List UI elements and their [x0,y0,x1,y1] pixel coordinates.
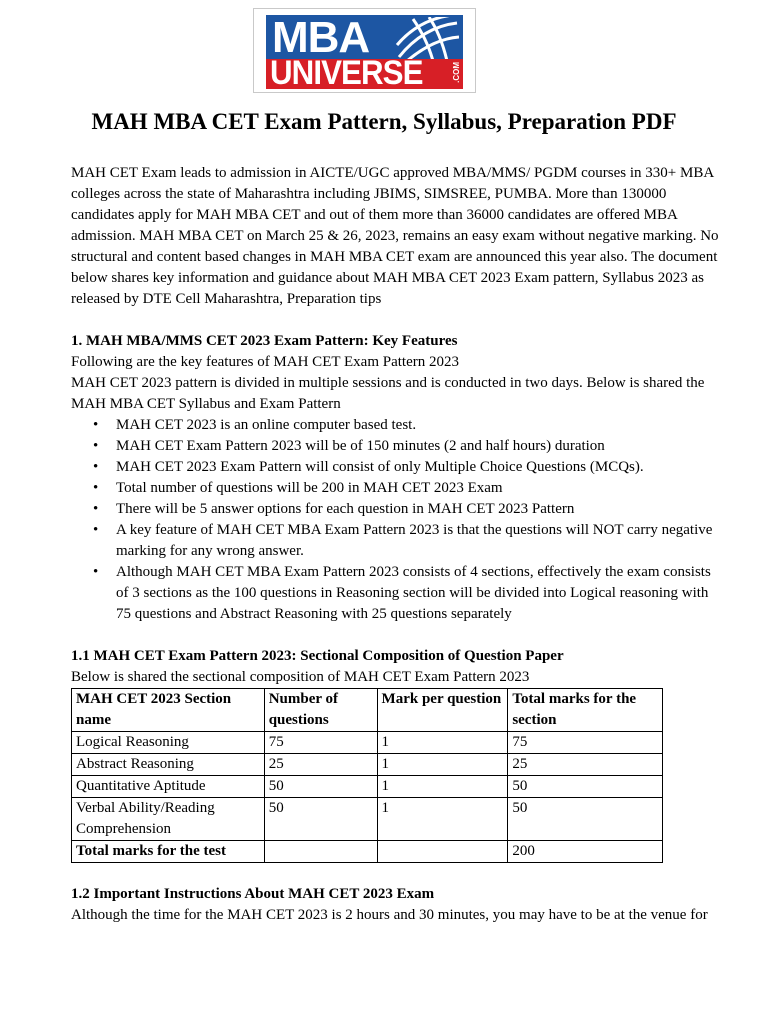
table-row [72,776,663,798]
list-item: • There will be 5 answer options for each question in MAH CET 2023 Pattern [116,499,721,520]
section-1-line-1: Following are the key features of MAH CET Exam Pattern 2023 [71,354,459,370]
table-cell: 1 [377,776,508,798]
table-header-cell: Total marks for the section [508,689,663,732]
table-row [72,798,663,841]
table-cell: 50 [508,776,663,798]
table-cell: Quantitative Aptitude [72,776,265,798]
logo-mba-text: MBA [272,15,370,59]
table-cell: 1 [377,798,508,841]
table-cell: 75 [264,732,377,754]
table-cell: Total marks for the test [72,841,265,863]
table-cell: 25 [508,754,663,776]
list-item: • MAH CET 2023 is an online computer based test. [116,415,721,436]
table-cell: 1 [377,754,508,776]
table-header-row [72,689,663,732]
intro-paragraph: MAH CET Exam leads to admission in AICTE/UGC approved MBA/MMS/ PGDM courses in 330+ MBA colleges across the state of Maharashtra including JBIMS, SIMSREE, PUMBA. More than 130000 candidates apply for MAH MBA CET and out of them more than 36000 candidates are offered MBA admission. MAH MBA CET on March 25 & 26, 2023, remains an easy exam without negative marking. No structural and content based changes in MAH MBA CET exam are announced this year also. The document below shares key information and guidance about MAH MBA CET 2023 Exam pattern, Syllabus 2023 as released by DTE Cell Maharashtra, Preparation tips [71,165,719,307]
table-cell: 200 [508,841,663,863]
section-1-2-heading: 1.2 Important Instructions About MAH CET 2023 Exam [71,886,435,902]
table-header-cell: Number of questions [264,689,377,732]
section-1-heading: 1. MAH MBA/MMS CET 2023 Exam Pattern: Key Features [71,333,458,349]
list-item: • A key feature of MAH CET MBA Exam Pattern 2023 is that the questions will NOT carry negative marking for any wrong answer. [116,520,721,562]
table-cell [264,841,377,863]
list-item: • Although MAH CET MBA Exam Pattern 2023 consists of 4 sections, effectively the exam consists of 3 sections as the 100 questions in Reasoning section will be divided into Logical reasoning with 75 questions and Abstract Reasoning with 25 questions separately [116,562,721,625]
table-header-cell: MAH CET 2023 Section name [72,689,265,732]
table-cell: 50 [264,798,377,841]
table-cell: Verbal Ability/Reading Comprehension [72,798,265,841]
table-cell: 50 [508,798,663,841]
logo-top-band [266,15,463,59]
spacer [71,625,721,646]
logo-com-text: .COM [452,62,461,83]
table-row [72,754,663,776]
section-1-1-line: Below is shared the sectional composition of MAH CET Exam Pattern 2023 [71,669,530,685]
list-item: • MAH CET Exam Pattern 2023 will be of 150 minutes (2 and half hours) duration [116,436,721,457]
section-1-line-2: MAH CET 2023 pattern is divided in multiple sessions and is conducted in two days. Below is shared the MAH MBA CET Syllabus and Exam Pattern [71,375,705,412]
list-item: • MAH CET 2023 Exam Pattern will consist of only Multiple Choice Questions (MCQs). [116,457,721,478]
table-cell: 1 [377,732,508,754]
table-cell: 25 [264,754,377,776]
table-cell: 50 [264,776,377,798]
table-header-cell: Mark per question [377,689,508,732]
table-cell: Abstract Reasoning [72,754,265,776]
spacer [71,863,721,884]
document-body [71,163,721,926]
table-cell [377,841,508,863]
globe-icon [393,17,459,59]
logo-universe-text: UNIVERSE [270,59,423,89]
table-total-row [72,841,663,863]
table-cell: Logical Reasoning [72,732,265,754]
sectional-composition-table [71,688,663,863]
section-1-2-line: Although the time for the MAH CET 2023 is 2 hours and 30 minutes, you may have to be at the venue for [71,907,708,923]
table-row [72,732,663,754]
logo-bottom-band [266,59,463,89]
mba-universe-logo [253,8,476,93]
list-item: • Total number of questions will be 200 in MAH CET 2023 Exam [116,478,721,499]
page-title: MAH MBA CET Exam Pattern, Syllabus, Preparation PDF [91,109,677,134]
key-features-list [71,415,721,625]
section-1-1-heading: 1.1 MAH CET Exam Pattern 2023: Sectional Composition of Question Paper [71,648,564,664]
table-cell: 75 [508,732,663,754]
